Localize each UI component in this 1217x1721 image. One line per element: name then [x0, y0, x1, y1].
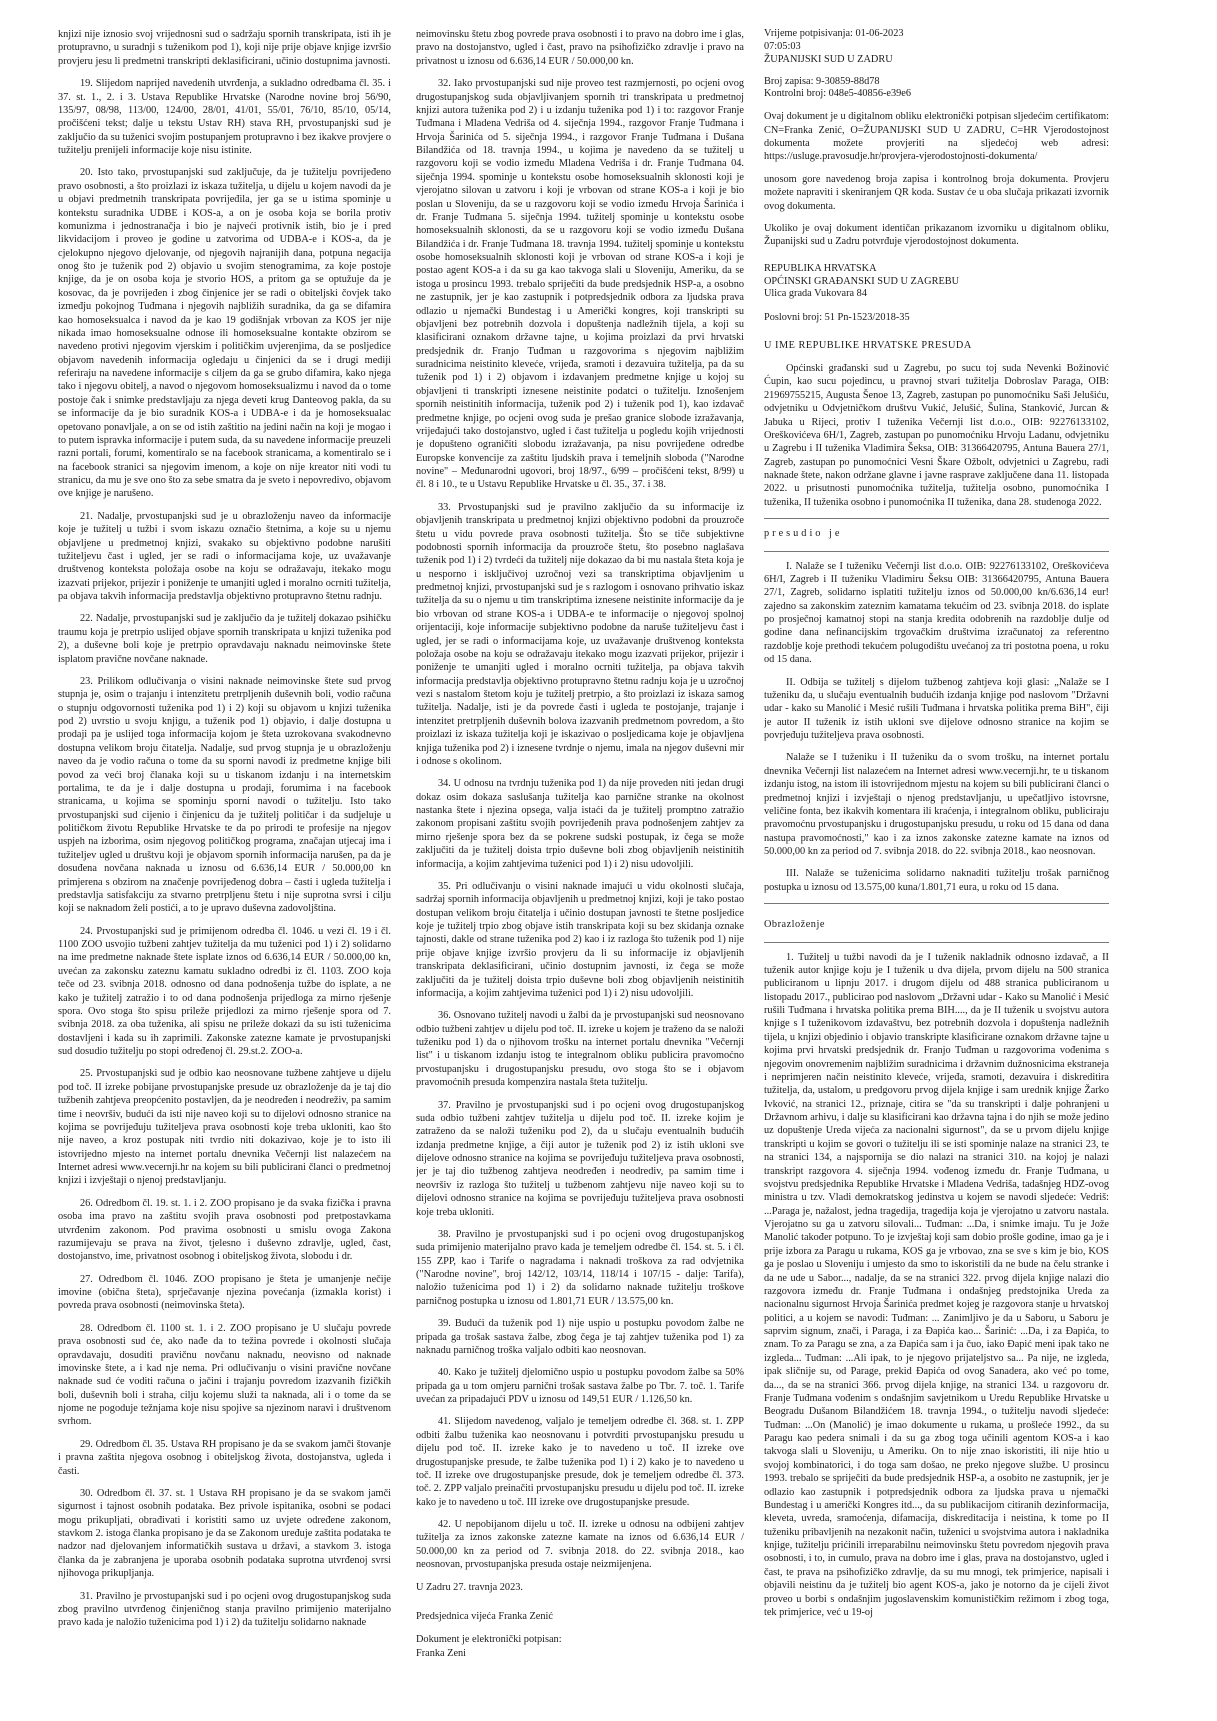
obrazlozenje-paragraph-1: 1. Tužitelj u tužbi navodi da je I tuženik nakladnik odnosno izdavač, a II tuženik autor knjige koju je I tuženik u dva dijela, prvom dijelu na 500 stranica publiciranom u lipnju 2017. i drugom dijelu od 488 stranica publiciranom u listopadu 2017., publicirao pod naslovom „Državni udar - Kako su Manolić i Mesić rušili Tuđmana i hrvatska politika prema BIH...., da je II tuženik u svojstvu autora knjige s I tuženikovom izdavaštvu, bez potrebnih dozvola i dopuštenja nadležnih tijela, u knjizi objedinio i objavio transkripte klasificirane oznakom državne tajne u kojima prvi hrvatski predsjednik dr. Franjo Tuđman u razgovorima vođenima s njegovim onovremenim najbližim suradnicima i državnim dužnosnicima ekstraneja i neprimjeren način neistinito kleveće, vrijeđa, sramoti, dezavuira i diskreditira tužitelja, da, ustalom, u predgovoru prvog dijela knjige i sam urednik knjige Žarko Ivković, na stranici 12., priznaje, citira se "da su transkripti i dalje pohranjeni u Državnom arhivu, i dalje su klasificirani kao državna tajna i do njih se može jedino uz dopuštenje Ureda vijeća za nacionalni sigurnost", da se u prvom dijelu knjige transkripti u kojim se govori o tužitelju ili se isti spominje nalaze na stranici 23, te na stranici 134, a najspornija se dio nalazi na stranici 310. na kojoj je nalazi transkript razgovora 4. siječnja 1994. vođenog između dr. Franje Tuđmana, u svojstvu predsjednika Republike Hrvatske i Mladena Vedriša, tadašnjeg HDZ-ovog ministra u tzv. Vladi demokratskog jedinstva u kojem se navodi sljedeće: Vedriš: ...Paraga je, nažalost, jedna tragedija, tragedija koja je vjerojatno u zatvoru nastala. Vjerojatno su ga u zatvoru silovali... Tuđman: ...Da, i snimke imaju. Tu je Jože Manolić također potpuno. To je izvještaj koji sam dobio prošle godine, imao ga je i prije izbora za Paragu u rukama, KOS ga je vrbovao, zna se sve s kim je bio, KOS ga je poslao u Sloveniju i umjesto da smo to iskoristili da ne bude na čelu stranke i da ne ude u Sabor..., nadalje, da se na stranici 322. prvog dijela knjige nalazi dio razgovora između dr. Franje Tuđmana i ondašnjeg predstojnika Ureda za nacionalnu sigurnost Hrvoja Šarinića predmet kojeg je razgovora stanje u hrvatskoj politici, a u kojem se navodi: Tuđman: ... Zanimljivo je da u Saboru, u Saboru je saprvim signum, znači, i Paraga, i za Đapića kao... Šarinić: ...Da, i za Đapića, to znam. To za Paragu se zna, a za Đapića sam i ja čuo, iako Đapić meni ipak tako ne izgleda... Tuđman: ...Ali ipak, to je njegovo prijateljstvo sa... Pa nije, ne izgleda, ipak sličnije su, od Parage, prekid Đapića od ovog Sanadera, ako već po tome, da..., da se na stranici 366. prvog dijela knjige, na stranici 134. u razgovoru dr. Franje Tuđmana vođenim s ondašnjim savjetnikom u Uredu Republike Hrvatske u Beogradu Dušanom Bilandžićem 18. travnja 1994., o tužitelju navodi sljedeće: Tuđman: ...On (Manolić) je imao dokumente u rukama, u prošleće 1992., da su Paragu kao pedera snimali i da su ga zbog toga učinili agentom KOS-a i kao takvoga slali u Sloveniju, u Ameriku. On to nije znao iskoristiti, ili nije htio u svojoj kombinatorici, i do toga sam došao, ne preko njegove službe. U prosincu 1993. trebalo se spriječiti da bude predsjednik HSP-a, a osobito ne zastupnik, jer je odlazio kao zastupnik i potpredsjednik odbora za ljudska prava u njemački Bundestag i u američki Kongres itd..., da su publikacijom citiranih dezinformacija, kleveta, uvreda, sramoćenja, difamacija, diskreditacija i neistina, k tome po II tuženiku pribavljenih na nezakonit način, tuženici u svojstvima autora i nakladnika knjige, tužitelju prićinili irreparabilnu neimovinsku štetu povredom njegovih prava osobnosti, i to, in cumulo, prava na dobro ime i glas, prava na dostojanstvo, ugled i čast, te prava na psihofizičko zdravlje, da su mu mnogi, tek primjerice, napisali i objavili neistinu da je tužitelj bio agent KOS-a, jako je notorno da je cijeli život proveo u borbi s ondašnjim jugoslavenskim komunističkim režimom i zbog toga, tek primjerice, već u 19-oj: [764, 951, 1109, 1618]
divider: [764, 518, 1109, 519]
president-line: Predsjednica vijeća Franka Zenić: [416, 1610, 553, 1622]
verdict-intro: Općinski građanski sud u Zagrebu, po sucu toj suda Nevenki Božinović Ćupin, kao sucu pojedincu, u pravnoj stvari tužitelja Dobroslav Paraga, OIB: 21969755215, Augusta Šenoe 13, Zagreb, zastupan po punomoćniku Saši Jelušiću, odvjetniku u Odvjetničkom društvu Vukić, Jelušić, Šulina, Stanković, Jurcan & Jabuka u Rijeci, protiv I tuženika Večernji list d.o.o., OIB: 92276133102, Oreškovićeva 6H/1, Zagreb, zastupan po punomoćniku Hrvoju Ladanu, odvjetniku u Zagrebu i II tuženika Vladimira Šeksa, OIB: 31366420795, Antuna Bauera 27/1, Zagreb, zastupan po punomoćnici Vesni Škare Ožbolt, odvjetnici u Zagrebu, radi naknade štete, nakon održane glavne i javne rasprave zaključene dana 11. listopada 2022. u prisutnosti punomoćnika tužitelja, tužitelja osobno, punomoćnika I tuženika, II tuženika osobno i punomoćnika II tuženika, dana 28. studenoga 2022.: [764, 363, 1109, 508]
signature-timestamp-block: [764, 28, 1109, 67]
paragraph-31: 31. Pravilno je prvostupanjski sud i po ocjeni ovog drugostupanjskog suda zbog pravilno utvrđenog činjeničnog stanja pravilno primijenio materijalno pravo kada je naložio tuženicima pod 1) i 2) da tužitelju solidarno naknade: [58, 1590, 391, 1629]
paragraph-32: 32. Iako prvostupanjski sud nije proveo test razmjernosti, po ocjeni ovog drugostupanjskog suda objavljivanjem spornih tri transkripata u predmetnoj knjizi autora tuženika pod 2) i u izdanju tuženika pod 1) i to: razgovor Franje Tuđmana i Mladena Vedriša od 4. siječnja 1994., razgovor Franje Tuđmana i Hrvoja Šarinića od 5. siječnja 1994., i razgovor Franje Tuđmana i Dušana Bilandžića od 18. travnja 1994., u kojima je navedeno da se tužitelj u razgovoru koji se vodio između Mladena Vedriša i dr. Franje Tuđmana 04. siječnja 1994. spominje u kontekstu osobe homoseksualnih sklonosti koji je vjerojatno silovan u zatvoru i koji je vrbovan od strane KOS-a i koji je bio poslan u Sloveniju, da se u razgovoru koji se vodio između Hrvoja Šarinića i dr. Franje Tuđmana 5. siječnja 1994. tužitelj spominje u kontekstu osobe homoseksualnih sklonosti, da se u razgovoru koji se vodio između Dušana Bilandžića i dr. Franje Tuđmana 18. travnja 1994. tužitelj spominje u kontekstu osobe homoseksualnih sklonosti koji je vrbovan od strane KOS-a i koji je postao agent KOS-a i da su ga kao takvoga slali u Sloveniju, Ameriku, da se istoga u prosincu 1993. trebalo spriječiti da bude predsjednik HSP-a, a osobno ne zastupnik, jer je kao zastupnik i potpredsjednik odbora za ljudska prava odlazio u njemački Bundestag i u Američki kongres, koji transkripti su objavljeni bez potrebnih dozvola i dopuštenja nadležnih tijela, a koji su klasificirani oznakom državne tajne, u kojima proizlazi da prvi hrvatski predsjednik dr. Franjo Tuđman u razgovorima s njegovim najbližim suradnicima neistinito kleveće, vrijeđa, sramoti i dezavuira tužitelja, pa da su tuženik pod 1) i 2) objavom i izdavanjem predmetne knjige u kojoj su objavljeni ti transkripti iznesene neistinite podatci o tužitelju. Iznošenjem spornih neistinitih informacija, tuženik pod 2) i tuženik pod 1), kao izdavač predmetne knjige, po ocjeni ovog suda je prešao granice slobode izražavanja, vrijeđajući tako dostojanstvo, ugled i čast tužitelja u pogledu kojih vrijednosti je dopušteno ograničiti slobodu izražavanja, pa nisu povrijeđene odredbe Europske konvencije za zaštitu ljudskih prava i temeljnih sloboda ("Narodne novine" – Međunarodni ugovori, broj 18/97., 6/99 – pročišćeni tekst, 8/99) u čl. 8 i 10., te u Ustavu Republike Hrvatske u čl. 35., 37. i 38.: [416, 78, 744, 491]
control-number: Kontrolni broj: 048e5-40856-e39e6: [764, 88, 911, 100]
paragraph-35: 35. Pri odlučivanju o visini naknade imajući u vidu okolnosti slučaja, sadržaj spornih informacija objavljenih u predmetnoj knjizi, koji je tako postao dostupan velikom broju čitatelja i učinio dostupan javnosti te štetne posljedice koje je tužitelj trpio zbog objave istih transkripata koji su bez skidanja oznake tajnosti, dakle od strane tuženika pod 2) kao i iz razloga što tuženik pod 1) nije prije objave knjige izvršio provjeru da li su informacije iz objavljenih transkripata deklasificirani, učinio dostupnim javnosti, iz čega se može zaključiti da je tužitelj doista trpio duševne boli zbog objavljenih neistinitih informacija, a kojim zahtjevima tuženici pod 1) i 2) nisu udovoljili.: [416, 880, 744, 999]
case-number: Poslovni broj: 51 Pn-1523/2018-35: [764, 312, 910, 324]
paragraph-42: 42. U nepobijanom dijelu u toč. II. izreke u odnosu na odbijeni zahtjev tužitelja za iznos zakonske zatezne kamate na iznos od 6.636,14 EUR / 50.000,00 kn za period od 7. svibnja 2018. do 22. svibnja 2018., kao neosnovan, prvostupanjska presuda ostaje neizmijenjena.: [416, 1519, 744, 1571]
court-name: OPĆINSKI GRAĐANSKI SUD U ZAGREBU: [764, 275, 960, 287]
signature-block: [416, 1610, 744, 1660]
paragraph-25: 25. Prvostupanjski sud je odbio kao neosnovane tužbene zahtjeve u dijelu pod toč. II izreke pobijane prvostupanjske presude uz obrazloženje da je taj dio tužbenih zahtjeva preopćenito postavljen, da je neodređen i neodreživ, pa samim time i neovršiv, budući da isti nije naveo koji su to dijelovi odnosno stranice na kojima se povrijeđuju tužiteljeva prava osobnosti koje treba ukloniti, kao što nije naveo, a kroz postupak niti tvrdio niti dokazivao, koje je to isto ili istovrijedno mjesto na internet portalu dnevnika Večernji list nalazećem na Internet adresi www.vecernji.hr na kojem su bili publicirani članci o predmetnoj knjizi i izvještaji o njenoj predstavljanju.: [58, 1068, 391, 1187]
paragraph-41: 41. Slijedom navedenog, valjalo je temeljem odredbe čl. 368. st. 1. ZPP odbiti žalbu tuženika kao neosnovanu i potvrditi prvostupanjsku presudu u dijelu pod toč. II. izreke kako je to navedeno u toč. II izreke ove drugostupanjske presude, te žalbe tuženika pod 1) i 2) kako je to navedeno u toč. II izreke ove drugostupanjske presude, dok je temeljem odredbe čl. 373. toč. 2. ZPP valjalo preinačiti prvostupanjsku presudu u dijelu pod toč. II. izreke kako je to navedeno u toč. III izreke ove drugostupanjske presude.: [416, 1416, 744, 1508]
obrazlozenje-heading: Obrazloženje: [764, 919, 825, 931]
record-number-block: [764, 76, 1109, 102]
paragraph-21: 21. Nadalje, prvostupanjski sud je u obrazloženju naveo da informacije koje je tužitelj u tužbi i svom iskazu označio štetnima, a koje su u njemu objavljene u predmetnoj knjizi, svakako su objektivno podobne narušiti tužiteljevu čast i ugled, jer se radi o informacijama koje, uz uvažavanje društvenog konteksta položaja osobe na koju se odražavaju, itekako mogu izazvati prijekor, prijezir i poniženje te umanjiti ugled i moralno ocrniti tužitelja, pa objava takvih informacija predstavlja objektivno protupravno štetnu radnju.: [58, 510, 391, 602]
paragraph-24: 24. Prvostupanjski sud je primijenom odredba čl. 1046. u vezi čl. 19 i čl. 1100 ZOO usvojio tužbeni zahtjev tužitelja da mu tuženici pod 1) i 2) solidarno na ime predmetne naknade štete isplate iznos od 6.636,14 EUR / 50.000,00 kn, uvećan za zakonsku zateznu kamatu sukladno odredbi iz čl. 1103. ZOO koja teče od 23. svibnja 2018. odnosno od dana podnošenja tužbe do isplate, a ne kako je tužitelj zatražio i to od dana podnošenja prijedloga za mirno rješenje spora. Ovo stoga što spisu prileže prijedlozi za mirno rješenje spora od 7. svibnja 2018. za oba tuženika, ali spisu ne prileže dokazi da su isti tuženicima dostavljeni i kada su ih zaprimili. Zakonske zatezne kamate je prvostupanjski sud dosudio tužitelju po stopi određenoj čl. 29.st.2. ZOO-a.: [58, 925, 391, 1057]
paragraph-28: 28. Odredbom čl. 1100 st. 1. i 2. ZOO propisano je U slučaju povrede prava osobnosti sud će, ako nađe da to težina povrede i okolnosti slučaja opravdavaju, dosuditi pravičnu novčanu naknadu, neovisno od naknade imovinske štete, a i kad nje nema. Pri odlučivanju o visini pravične novčane naknade sud će voditi računa o jačini i trajanju povredom izazvanih fizičkih boli, duševnih boli i straha, cilju kojemu služi ta naknada, ali i o tome da se njome ne pogoduje težnjama koje nisu spojive sa njezinom naravi i društvenom svrhom.: [58, 1322, 391, 1428]
signing-court: ŽUPANIJSKI SUD U ZADRU: [764, 53, 893, 65]
paragraph-40: 40. Kako je tužitelj djelomično uspio u postupku povodom žalbe sa 50% pripada ga u tom omjeru parnični trošak sastava žalbe po Tbr. 7. toč. 1. Tarife uvećan za pripadajući PDV u iznosu od 149,51 EUR / 1.126,50 kn.: [416, 1367, 744, 1405]
paragraph-29: 29. Odredbom čl. 35. Ustava RH propisano je da se svakom jamči štovanje i pravna zaštita njegova osobnog i obiteljskog života, dostojanstva, ugleda i časti.: [58, 1438, 391, 1477]
paragraph-continuation: knjizi nije iznosio svoj vrijednosni sud o sadržaju spornih transkripata, isti ih je protupravno, u suradnji s tuženikom pod 1), koji nije prije objave knjige izvršio provjeru jesu li predmetni transkripti deklasificirani, učinio dostupnima javnosti.: [58, 29, 391, 67]
verification-paragraph: unosom gore navedenog broja zapisa i kontrolnog broja dokumenta. Provjeru možete napraviti i skeniranjem QR koda. Sustav će u oba slučaja prikazati izvornik ovog dokumenta.: [764, 173, 1109, 212]
signed-note: Dokument je elektronički potpisan:: [416, 1634, 562, 1646]
paragraph-19: 19. Slijedom naprijed navedenih utvrđenja, a sukladno odredbama čl. 35. i 37. st. 1., 2. i 3. Ustava Republike Hrvatske (Narodne novine broj 56/90, 135/97, 08/98, 113/00, 124/00, 28/01, 41/01, 55/01, 76/10, 85/10, 05/14, pročišćeni tekst; dalje u tekstu Ustav RH) stava RH, prvostupanjski sud je zaključio da su tuženici svojim postupanjem protupravno i bez ikakve provjere o tužitelju prenijeli informacije koje nisu istinite.: [58, 78, 391, 156]
paragraph-33: 33. Prvostupanjski sud je pravilno zaključio da su informacije iz objavljenih transkripata u predmetnoj knjizi objektivno podobni da prouzroče štetu u vidu povrede prava osobnosti tužitelja. Što se tiče subjektivne podobnosti spornih informacija da prouzroče štetu, što posebno naglašava tuženik pod 1) i 2) tvrdeći da tužitelj nije dokazao da bi mu nastala šteta koja je u nesporno i isključivoj uzročnoj vezi sa transkriptima objavljenim u predmetnoj knjizi, prvostupanjski sud je s razlogom i osnovano prihvatio iskaz tužitelja da su o njemu u tim transkriptima iznesene neistinite informacije da je bio vrbovan od strane KOS-a i UDBA-e te informacije o njegovoj spolnoj orijentaciji, koje informacije subjektivno podobne da naruše tužiteljevu čast i ugled, jer se radi o informacijama koje, uz uvažavanje društvenog konteksta položaja osobe na koju se odražavaju itekako mogu izazvati prijekor, prijezir i poniženje te umanjiti ugled i moralno ocrniti tužitelja, pa objava takvih informacija predstavlja objektivno protupravno štetnu radnju koja je u uzročnoj vezi s nastalom štetom koju je tužitelj pretrpio, a što proizlazi iz iskaza samog tužitelja. Nadalje, isti je da povrede časti i ugleda te postojanje, trajanje i intenzitet pretrpljenih duševnih bolova izazvanih predmetnom povredom, a što proizlazi iz iskaza tužitelja koji je iskazivao o posljedicama koje je objavljena knjiga tuženika pod 2) i iznesene tvrdnje o njemu, imala na njegov duševni mir i odnose s okolinom.: [416, 501, 744, 767]
divider: [764, 551, 1109, 552]
verification-paragraph: Ukoliko je ovaj dokument identičan prikazanom izvorniku u digitalnom obliku, Županijski sud u Zadru potvrđuje vjerodostojnost dokumenta.: [764, 222, 1109, 248]
paragraph-39: 39. Budući da tuženik pod 1) nije uspio u postupku povodom žalbe ne pripada ga trošak sastava žalbe, zbog čega je taj zahtjev tuženika pod 1) za naknadu parničnog troška valjalo odbiti kao neosnovan.: [416, 1318, 744, 1356]
verdict-title: U IME REPUBLIKE HRVATSKE PRESUDA: [764, 339, 972, 351]
signer-name: Franka Zeni: [416, 1647, 467, 1659]
verdict-point-2-cont: Nalaže se I tuženiku i II tuženiku da o svom trošku, na internet portalu dnevnika Večernji list nalazećem na Internet adresi www.vecernji.hr, te u tiskanom izdanju istog, na istom ili istovrijednom mjestu na kojem su bili publicirani članci o predmetnoj knjizi i izvještaji o njenog predstavljanju, u upečatljivo istovrsne, veličine fonta, bez ikakvih komentara ili kraćenja, i integralnom obliku, publiciraju pravomoćnu prvostupanjsku i drugostupanjsku presudu, u roku od 15 dana od dana nastupa pravomoćnosti," kao i za iznos zakonske zatezne kamate na iznos od 50.000,00 kn za period od 7. svibnja 2018. do 22. svibnja 2018., kao neosnovan.: [764, 752, 1109, 857]
left-text-column: [58, 28, 391, 1708]
signing-time-value: 07:05:03: [764, 40, 801, 52]
signing-time-label: Vrijeme potpisivanja: 01-06-2023: [764, 28, 904, 39]
presudio-heading: presudio je: [764, 528, 843, 540]
record-number: Broj zapisa: 9-30859-88d78: [764, 75, 880, 87]
verdict-point-2: II. Odbija se tužitelj s dijelom tužbenog zahtjeva koji glasi: „Nalaže se I tuženiku da, u slučaju eventualnih budućih izdanja knjige pod naslovom "Državni udar - kako su Manolić i Mesić rušili Tuđmana i hrvatska politika prema BiH", čiji je autor II tuženik iz istih ukloni sve dijelove odnosno stranice na kojim se povrjeđuju tužiteljeva prava osobnosti.: [764, 676, 1109, 741]
court-address: Ulica grada Vukovara 84: [764, 288, 867, 300]
middle-text-column: [416, 28, 744, 1708]
court-header: [764, 263, 1109, 302]
court-country: REPUBLIKA HRVATSKA: [764, 262, 877, 274]
date-line: U Zadru 27. travnja 2023.: [416, 1581, 523, 1593]
paragraph-36: 36. Osnovano tužitelj navodi u žalbi da je prvostupanjski sud neosnovano odbio tužbeni zahtjev u dijelu pod toč. II. izreke u kojem je traženo da se naloži tuženiku pod 1) da o njihovom trošku na internet portalu dnevnika "Večernji list" i u tiskanom izdanju istog te integralnom obliku publicira pravomoćno prvostupanjsku i drugostupanjsku presudu, ovo stoga što se i objavom pravomoćnih presuda kompenzira nastala šteta tužitelju.: [416, 1010, 744, 1089]
verification-paragraph: Ovaj dokument je u digitalnom obliku elektronički potpisan sljedećim certifikatom: CN=Franka Zenić, O=ŽUPANIJSKI SUD U ZADRU, C=HR Vjerodostojnost dokumenta možete provjeriti na sljedećoj web adresi: https://usluge.pravosudje.hr/provjera-vjerodostojnosti-dokumenta/: [764, 111, 1109, 163]
paragraph-23: 23. Prilikom odlučivanja o visini naknade neimovinske štete sud prvog stupnja je, osim o trajanju i intenzitetu pretrpljenih duševnih boli, vodio računa o stupnju odgovornosti tuženika pod 1) i 2) koji su objavom u knjizi tuženika pod 2) uvrstio u svoju knjigu, a tuženik pod 1) objavio, i dalje dostupna u prodaji pa je uslijed toga informacija kojom je šteta uzrokovana svakodnevno dostupna velikom broju čitatelja. Nadalje, sud prvog stupnja je u obrazloženju naveo da je vodio računa o tome da su sporni navodi iz predmetne knjige bili povod za veći broj članaka koji su u tiskanom izdanju i na internetskim portalima, te da je i dalje dostupna u prodaji, forumima i na facebook stranicama, u kojima se spominju sporni navodi o tužitelju. Isto tako prvostupanjski sud cijenio i činjenicu da je tužitelj političar i da sudjeluje u političkom životu Republike Hrvatske te da po prirodi te profesije na njegov uspjeh na izborima, osim njegovog političkog programa, značajan utjecaj ima i tužiteljev ugled u društvu koji je objavom spornih informacija narušen, pa da je dosuđena novčana naknada u iznosu od 6.636,14 EUR / 50.000,00 kn primjerena s obzirom na značenje povrijeđenog dobra – časti i ugleda tužitelja i predstavlja satisfakciju za stvarno pretrpljenu štetu i nije suprotna svrsi i cilju koji se naknadom želi postići, a to je upravo duševna zadovoljština.: [58, 675, 391, 915]
verdict-point-3: III. Nalaže se tuženicima solidarno naknaditi tužitelju trošak parničnog postupka u iznosu od 13.575,00 kuna/1.801,71 eura, u roku od 15 dana.: [764, 868, 1109, 893]
paragraph-34: 34. U odnosu na tvrdnju tuženika pod 1) da nije proveden niti jedan drugi dokaz osim dokaza saslušanja tužitelja kao parnične stranke na okolnost nastanka štete i njezina opsega, valja istaći da je tužitelj promptno zatražio zakonom propisani zaštitu svojih povrijeđenih prava podnošenjem zahtjev za mirno rješenje spora bez da se pokrene sudski postupak, iz čega se može zaključiti da je tužitelj doista trpio duševne boli zbog objavljenih neistinitih informacija, a kojim zahtjevima tuženici pod 1) i 2) nisu udovoljili.: [416, 778, 744, 870]
paragraph-26: 26. Odredbom čl. 19. st. 1. i 2. ZOO propisano je da svaka fizička i pravna osoba ima pravo na zaštitu svojih prava osobnosti pod pretpostavkama utvrđenim zakonom. Pod pravima osobnosti u smislu ovoga Zakona razumijevaju se prava na život, tjelesno i duševno zdravlje, ugled, čast, dostojanstvo, ime, privatnost osobnog i obiteljskog života, slobodu i dr.: [58, 1197, 391, 1263]
divider: [764, 903, 1109, 904]
right-text-column: [764, 28, 1109, 1708]
paragraph-22: 22. Nadalje, prvostupanjski sud je zaključio da je tužitelj dokazao psihičku traumu koja je pretrpio uslijed objave spornih transkripata u knjizi tuženika pod 2), a duševne boli koje je pretrpio opravdavaju naknadu neimovinske štete isplatom pravične novčane naknade.: [58, 613, 391, 665]
paragraph-27: 27. Odredbom čl. 1046. ZOO propisano je šteta je umanjenje nečije imovine (obična šteta), sprječavanje njezina povećanja (izmakla korist) i povreda prava osobnosti (neimovinska šteta).: [58, 1273, 391, 1312]
divider: [764, 942, 1109, 943]
paragraph-continuation: neimovinsku štetu zbog povrede prava osobnosti i to pravo na dobro ime i glas, pravo na dostojanstvo, ugled i čast, pravo na psihofizičko zdravlje i pravo na privatnost u iznosu od 6.636,14 EUR / 50.000,00 kn.: [416, 29, 744, 67]
verdict-point-1: I. Nalaže se I tuženiku Večernji list d.o.o. OIB: 92276133102, Oreškovićeva 6H/I, Zagreb i II tuženiku Vladimiru Šeksu OIB: 31366420795, Antuna Bauera 27/1, Zagreb, solidarno isplatiti tužitelju iznos od 50.000,00 kn/6.636,14 eur! zajedno sa zakonskim zateznim kamatama tekućim od 23. svibnja 2018. do isplate po prosječnoj kamatnoj stopi na stanja kredita odobrenih na razdoblje dulje od godine dana nefinancijskim trgovačkim društvima izračunatoj za referentno razdoblje koje prethodi tekućem polugodištu uvećanoj za tri postotna poena, u roku od 15 dana.: [764, 560, 1109, 666]
paragraph-30: 30. Odredbom čl. 37. st. 1 Ustava RH propisano je da se svakom jamči sigurnost i tajnost osobnih podataka. Bez privole ispitanika, osobni se podaci mogu prikupljati, obrađivati i koristiti samo uz uvjete određene zakonom, stavkom 2. istoga članka propisano je da se Zakonom uređuje zaštita podataka te nadzor nad djelovanjem informatičkih sustava u državi, a stavkom 3. istoga članka da je zabranjena je uporaba osobnih podataka suprotna utvrđenoj svrsi njihovoga prikupljanja.: [58, 1487, 391, 1580]
paragraph-37: 37. Pravilno je prvostupanjski sud i po ocjeni ovog drugostupanjskog suda odbio tužbeni zahtjev tužitelja u dijelu pod toč. II. izreke kojim je zatraženo da se naloži tuženiku pod 2), da u slučaju eventualnih budućih izdanja predmetne knjige, a čiji autor je tuženik pod 2) iz istih ukloni sve dijelove odnosno stranice na kojima se povrijeđuju tužiteljeva prava osobnosti, jer je taj dio tužbenog zahtjeva neodređen i neodrediv, pa samim time i neovršiv iz razloga što tužitelj u tužbenom zahtjevu nije naveo koji su to dijelovi odnosno stranice na kojima se povrijeđuju tužiteljeva prava osobnosti koje treba ukloniti.: [416, 1099, 744, 1218]
paragraph-20: 20. Isto tako, prvostupanjski sud zaključuje, da je tužitelju povrijeđeno pravo osobnosti, a što proizlazi iz iskaza tužitelja, u dijelu u kojem navodi da je u objavi predmetnih transkripata povrijeđila, jer ga se u istima spominje u kontekstu suradnika UDBE i KOS-a, a on je osoba koja se borila protiv komunizma i jednostranačja i bio je najveći protivnik istih, bio je i pred likvidacijom i proveo je godine u zatvorima od UDBA-e i KOS-a, da je cjelokupno njegovo djelovanje, od njegovih najranijih dana, potpuna negacija onog što je tuženik pod 2) objavio u svojim stenogramima, za koje postoje knjige, da je on osoba koja je stvorio HOS, a pritom ga se optužuje da je kosovac, da je povrijeđen i zbog činjenice jer se radi o obiteljski čovjek tako izmeđju pokojnog Tuđmana i njegovih najbližih suradnika, da ga se difamira kao homoseksualca i navod da je kao 19 godišnjak vrbovan za KOS jer nije nikada imao homoseksualne odnose ili homoseksualne kontakte obzirom se navedeno protivi njegovim vjerskim i političkim uvjerenjima, da se posljedice objavom navedenih informacija ogledaju u činjenici da se i drugi mediji referiraju na navedene informacije s ciljem da ga se grubo difamira, kako njega tako i njegovu obitelj, a navod o njegovom homoseksualizmu i navod da o tome postoje čak i snimke predstavljaju za njega deveti krug Danteovog pakla, da su se informacije da je bio suradnik KOS-a i UDBA-e i da je homoseksualac opetovano ponavljale, a on se od istih zaštitio na jedini način na koji je mogao i to putem ispravka informacije i putem suda, da su navedene informacije preuzeli razni portali, forumi, komentiralo se na facebook stranicama, a komentiralo se i na facebook stranici sa njegovim imenom, a koje on nije kreator niti vodi tu stranicu, da mu je sve ono što za sebe smatra da je sveto i nepovredivo, objavom ove knjige je narušeno.: [58, 167, 391, 500]
paragraph-38: 38. Pravilno je prvostupanjski sud i po ocjeni ovog drugostupanjskog suda primijenio materijalno pravo kada je temeljem odredbe čl. 154. st. 5. i čl. 155 ZPP, kao i Tarife o nagradama i naknadi troškova za rad odvjetnika ("Narodne novine", broj 142/12, 103/14, 118/14 i 107/15 - dalje: Tarifa), naložio tuženicima pod 1) i 2) da solidarno naknade tužitelju troškove parničnog postupka u iznosu od 1.801,71 EUR / 13.575,00 kn.: [416, 1228, 744, 1307]
